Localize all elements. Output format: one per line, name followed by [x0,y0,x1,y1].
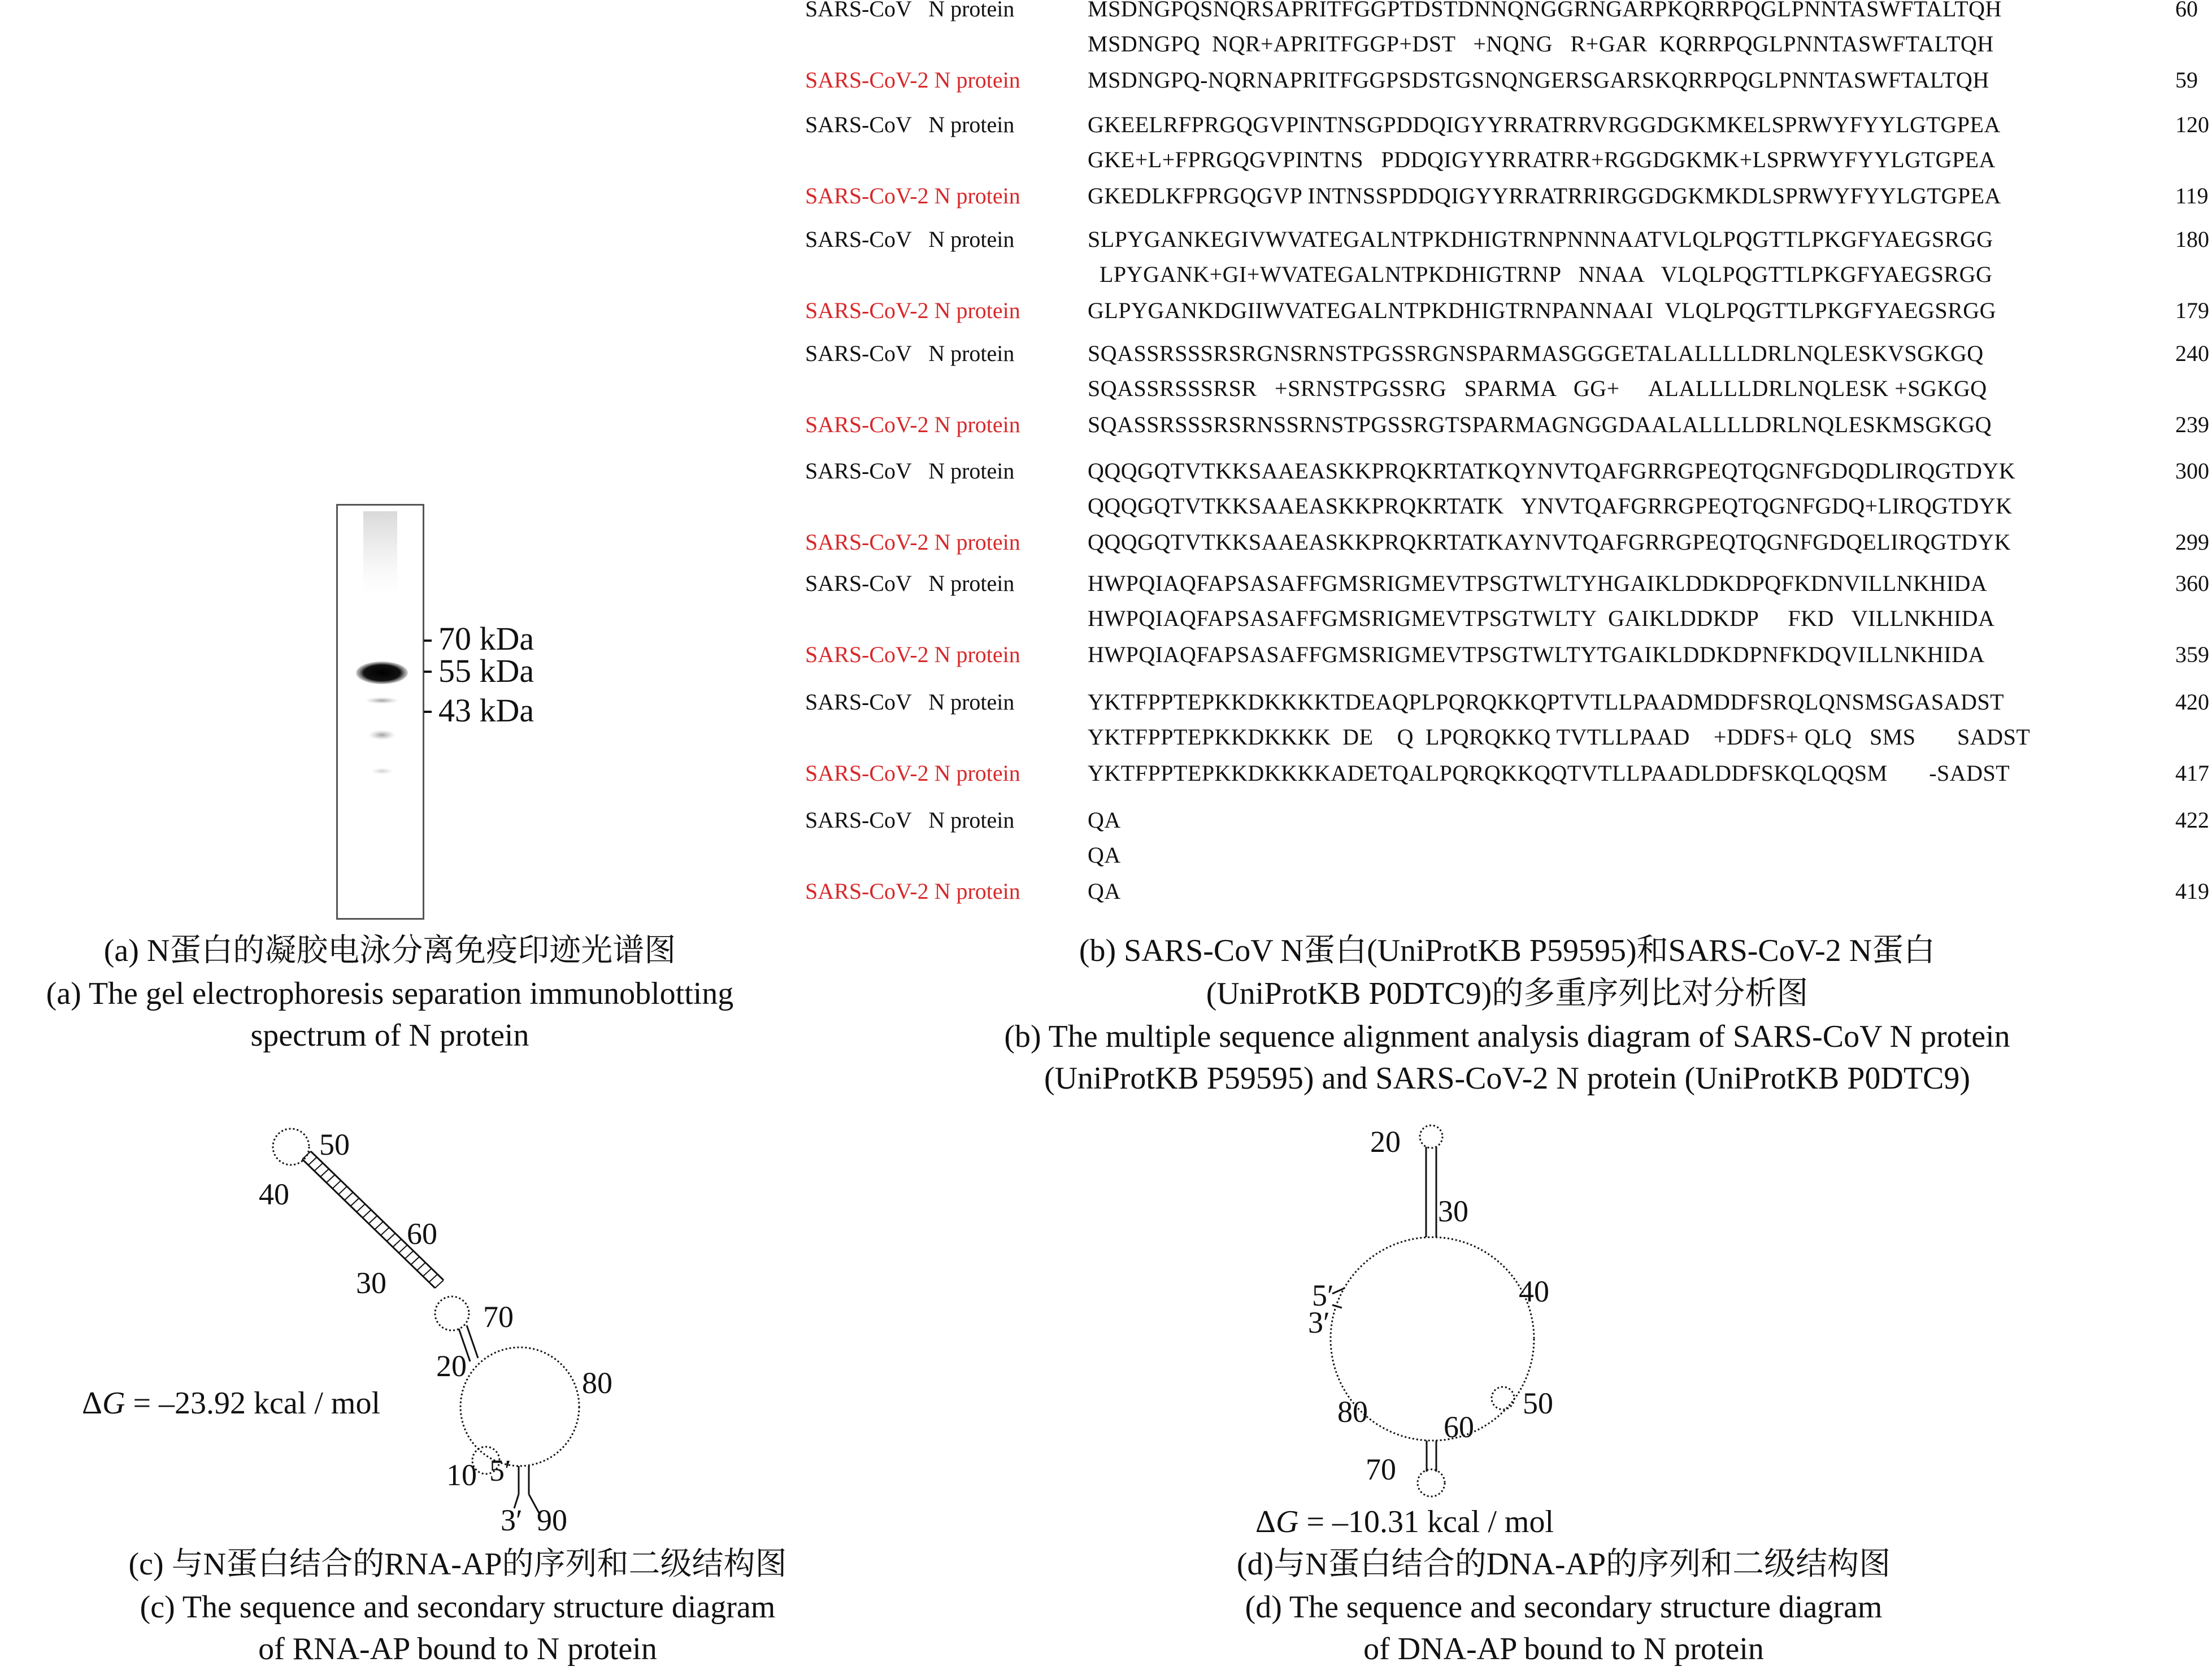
seq-match: GKE+L+FPRGQGVPINTNS PDDQIGYYRRATRR+RGGDGKMK+LSPRWYFYYLGTGPEA [1088,147,1996,172]
seq-cov: HWPQIAQFAPSASAFFGMSRIGMEVTPSGTWLTYHGAIKLDDKDPQFKDNVILLNKHIDA [1088,571,1988,596]
caption-a-zh: (a) N蛋白的凝胶电泳分离免疫印迹光谱图 [103,933,676,968]
dna-top-loop [1420,1125,1442,1148]
dna-label-5prime: 5′ [1312,1278,1334,1312]
seq-cov2: HWPQIAQFAPSASAFFGMSRIGMEVTPSGTWLTYTGAIKLDDKDPNFKDQVILLNKHIDA [1088,642,1985,667]
seq-cov2: MSDNGPQ-NQRNAPRITFGGPSDSTGSNQNGERSGARSKQRRPQGLPNNTASWFTALTQH [1088,67,1989,93]
seq-cov: SQASSRSSSRSRGNSRNSTPGSSRGNSPARMASGGGETALALLLLDRLNQLESKVSGKGQ [1088,341,1984,366]
rna-label-5prime: 5′ [489,1454,511,1487]
seq-match: QQQGQTVTKKSAAEASKKPRQKRTATK YNVTQAFGRRGPEQTQGNFGDQ+LIRQGTDYK [1088,493,2013,519]
pos-cov: 180 [2175,227,2209,252]
caption-d-zh: (d)与N蛋白结合的DNA-AP的序列和二级结构图 [1236,1547,1891,1582]
marker-label-55: 55 kDa [438,652,534,689]
seq-match: SQASSRSSSRSR +SRNSTPGSSRG SPARMA GG+ ALALLLLDRLNQLESK +SGKGQ [1088,376,1987,401]
pos-cov: 120 [2175,112,2209,137]
top-smear [363,511,397,596]
seq-cov2: GKEDLKFPRGQGVP INTNSSPDDQIGYYRRATRRIRGGDGKMKDLSPRWYFYYLGTGPEA [1088,183,2001,208]
caption-a-en-1: (a) The gel electrophoresis separation immunoblotting [46,976,734,1011]
row-label-cov: SARS-CoV N protein [805,458,1015,484]
seq-cov: SLPYGANKEGIVWVATEGALNTPKDHIGTRNPNNNAATVLQLPQGTTLPKGFYAEGSRGG [1088,227,1993,252]
rna-label-20: 20 [436,1349,467,1383]
dna-label-50: 50 [1523,1386,1553,1420]
row-label-cov: SARS-CoV N protein [805,0,1015,21]
dna-label-40: 40 [1519,1274,1549,1308]
dna-delta-g: ΔG = –10.31 kcal / mol [1255,1504,1554,1539]
seq-match: HWPQIAQFAPSASAFFGMSRIGMEVTPSGTWLTY GAIKLDDKDP FKD VILLNKHIDA [1088,606,1995,631]
pos-cov2: 359 [2175,642,2209,667]
marker-tick-43 [424,711,432,713]
rna-label-70: 70 [483,1300,514,1334]
caption-c-en-1: (c) The sequence and secondary structure diagram [140,1590,776,1625]
marker-tick-55 [424,671,432,673]
seq-cov: GKEELRFPRGQGVPINTNSGPDDQIGYYRRATRRVRGGDGKMKELSPRWYFYYLGTGPEA [1088,112,2001,137]
caption-b-en-1: (b) The multiple sequence alignment analysis diagram of SARS-CoV N protein [1004,1019,2010,1054]
pos-cov: 420 [2175,689,2209,715]
row-label-cov2: SARS-CoV-2 N protein [805,183,1020,208]
pos-cov: 300 [2175,458,2209,484]
rna-delta-g: ΔG = –23.92 kcal / mol [82,1386,380,1421]
caption-d-en-1: (d) The sequence and secondary structure diagram [1245,1590,1883,1625]
marker-label-43: 43 kDa [438,692,534,729]
caption-c-en-2: of RNA-AP bound to N protein [258,1632,657,1667]
dna-label-60: 60 [1444,1410,1474,1444]
rna-label-50: 50 [319,1128,350,1161]
seq-cov2: SQASSRSSSRSRNSSRNSTPGSSRGTSPARMAGNGGDAALALLLLDRLNQLESKMSGKGQ [1088,412,1992,437]
seq-cov: QA [1088,807,1121,833]
rna-label-60: 60 [407,1217,437,1251]
seq-match: LPYGANK+GI+WVATEGALNTPKDHIGTRNP NNAA VLQLPQGTTLPKGFYAEGSRGG [1088,262,1993,287]
pos-cov2: 239 [2175,412,2209,437]
row-label-cov2: SARS-CoV-2 N protein [805,67,1020,93]
rna-structure-diagram [249,1119,599,1525]
dna-bottom-loop [1418,1469,1445,1496]
pos-cov: 240 [2175,341,2209,366]
pos-cov: 60 [2175,0,2198,21]
seq-cov2: YKTFPPTEPKKDKKKKADETQALPQRQKKQQTVTLLPAADLDDFSKQLQQSM -SADST [1088,760,2010,786]
rna-label-40: 40 [259,1177,289,1211]
row-label-cov2: SARS-CoV-2 N protein [805,529,1020,555]
dna-label-3prime: 3′ [1308,1306,1330,1339]
pos-cov2: 417 [2175,760,2209,786]
row-label-cov2: SARS-CoV-2 N protein [805,878,1020,904]
gel-bands [338,506,423,918]
caption-a-en-2: spectrum of N protein [250,1018,529,1053]
gel-lane [336,504,424,920]
main-band [356,662,408,684]
row-label-cov: SARS-CoV N protein [805,341,1015,366]
rna-lower-stem-2 [467,1325,478,1358]
seq-cov: MSDNGPQSNQRSAPRITFGGPTDSTDNNQNGGRNGARPKQRRPQGLPNNTASWFTALTQH [1088,0,2002,21]
pos-cov: 422 [2175,807,2209,833]
seq-cov2: QQQGQTVTKKSAAEASKKPRQKRTATKAYNVTQAFGRRGPEQTQGNFGDQELIRQGTDYK [1088,529,2011,555]
rna-label-80: 80 [582,1366,612,1400]
rna-label-90: 90 [537,1503,567,1537]
seq-cov2: QA [1088,878,1121,904]
dna-label-80: 80 [1337,1395,1368,1429]
pos-cov2: 59 [2175,67,2198,93]
seq-match: MSDNGPQ NQR+APRITFGGP+DST +NQNG R+GAR KQRRPQGLPNNTASWFTALTQH [1088,31,1994,56]
row-label-cov2: SARS-CoV-2 N protein [805,412,1020,437]
caption-b-zh-1: (b) SARS-CoV N蛋白(UniProtKB P59595)和SARS-CoV-2 N蛋白 [1079,933,1936,968]
pos-cov2: 419 [2175,878,2209,904]
row-label-cov: SARS-CoV N protein [805,689,1015,715]
rna-label-10: 10 [446,1458,477,1492]
dna-label-30: 30 [1438,1194,1468,1228]
row-label-cov: SARS-CoV N protein [805,112,1015,137]
dna-label-70: 70 [1366,1452,1396,1486]
seq-cov: QQQGQTVTKKSAAEASKKPRQKRTATKQYNVTQAFGRRGPEQTQGNFGDQDLIRQGTDYK [1088,458,2016,484]
dna-structure-diagram [1311,1119,1605,1514]
row-label-cov2: SARS-CoV-2 N protein [805,642,1020,667]
seq-cov: YKTFPPTEPKKDKKKKTDEAQPLPQRQKKQPTVTLLPAADMDDFSRQLQNSMSGASADST [1088,689,2005,715]
caption-b-en-2: (UniProtKB P59595) and SARS-CoV-2 N protein (UniProtKB P0DTC9) [1044,1061,1971,1096]
row-label-cov: SARS-CoV N protein [805,571,1015,596]
caption-b-zh-2: (UniProtKB P0DTC9)的多重序列比对分析图 [1206,976,1809,1011]
pos-cov: 360 [2175,571,2209,596]
pos-cov2: 299 [2175,529,2209,555]
dna-right-loop [1492,1387,1514,1409]
row-label-cov2: SARS-CoV-2 N protein [805,760,1020,786]
seq-match: QA [1088,842,1121,868]
rna-label-30: 30 [356,1266,386,1300]
marker-label-70: 70 kDa [438,620,534,657]
row-label-cov: SARS-CoV N protein [805,227,1015,252]
dna-label-20: 20 [1370,1125,1401,1159]
faint-band-3 [371,768,393,775]
faint-band-1 [365,697,399,704]
rna-label-3prime: 3′ [501,1503,523,1537]
caption-c-zh: (c) 与N蛋白结合的RNA-AP的序列和二级结构图 [128,1547,787,1582]
rna-interior-loop [435,1297,469,1330]
caption-d-en-2: of DNA-AP bound to N protein [1363,1632,1764,1667]
row-label-cov: SARS-CoV N protein [805,807,1015,833]
seq-match: YKTFPPTEPKKDKKKK DE Q LPQRQKKQ TVTLLPAAD +DDFS+ QLQ SMS SADST [1088,724,2031,750]
row-label-cov2: SARS-CoV-2 N protein [805,298,1020,323]
faint-band-2 [368,730,396,740]
pos-cov2: 179 [2175,298,2209,323]
seq-cov2: GLPYGANKDGIIWVATEGALNTPKDHIGTRNPANNAAI VLQLPQGTTLPKGFYAEGSRGG [1088,298,1997,323]
pos-cov2: 119 [2175,183,2209,208]
marker-tick-70 [424,639,432,642]
